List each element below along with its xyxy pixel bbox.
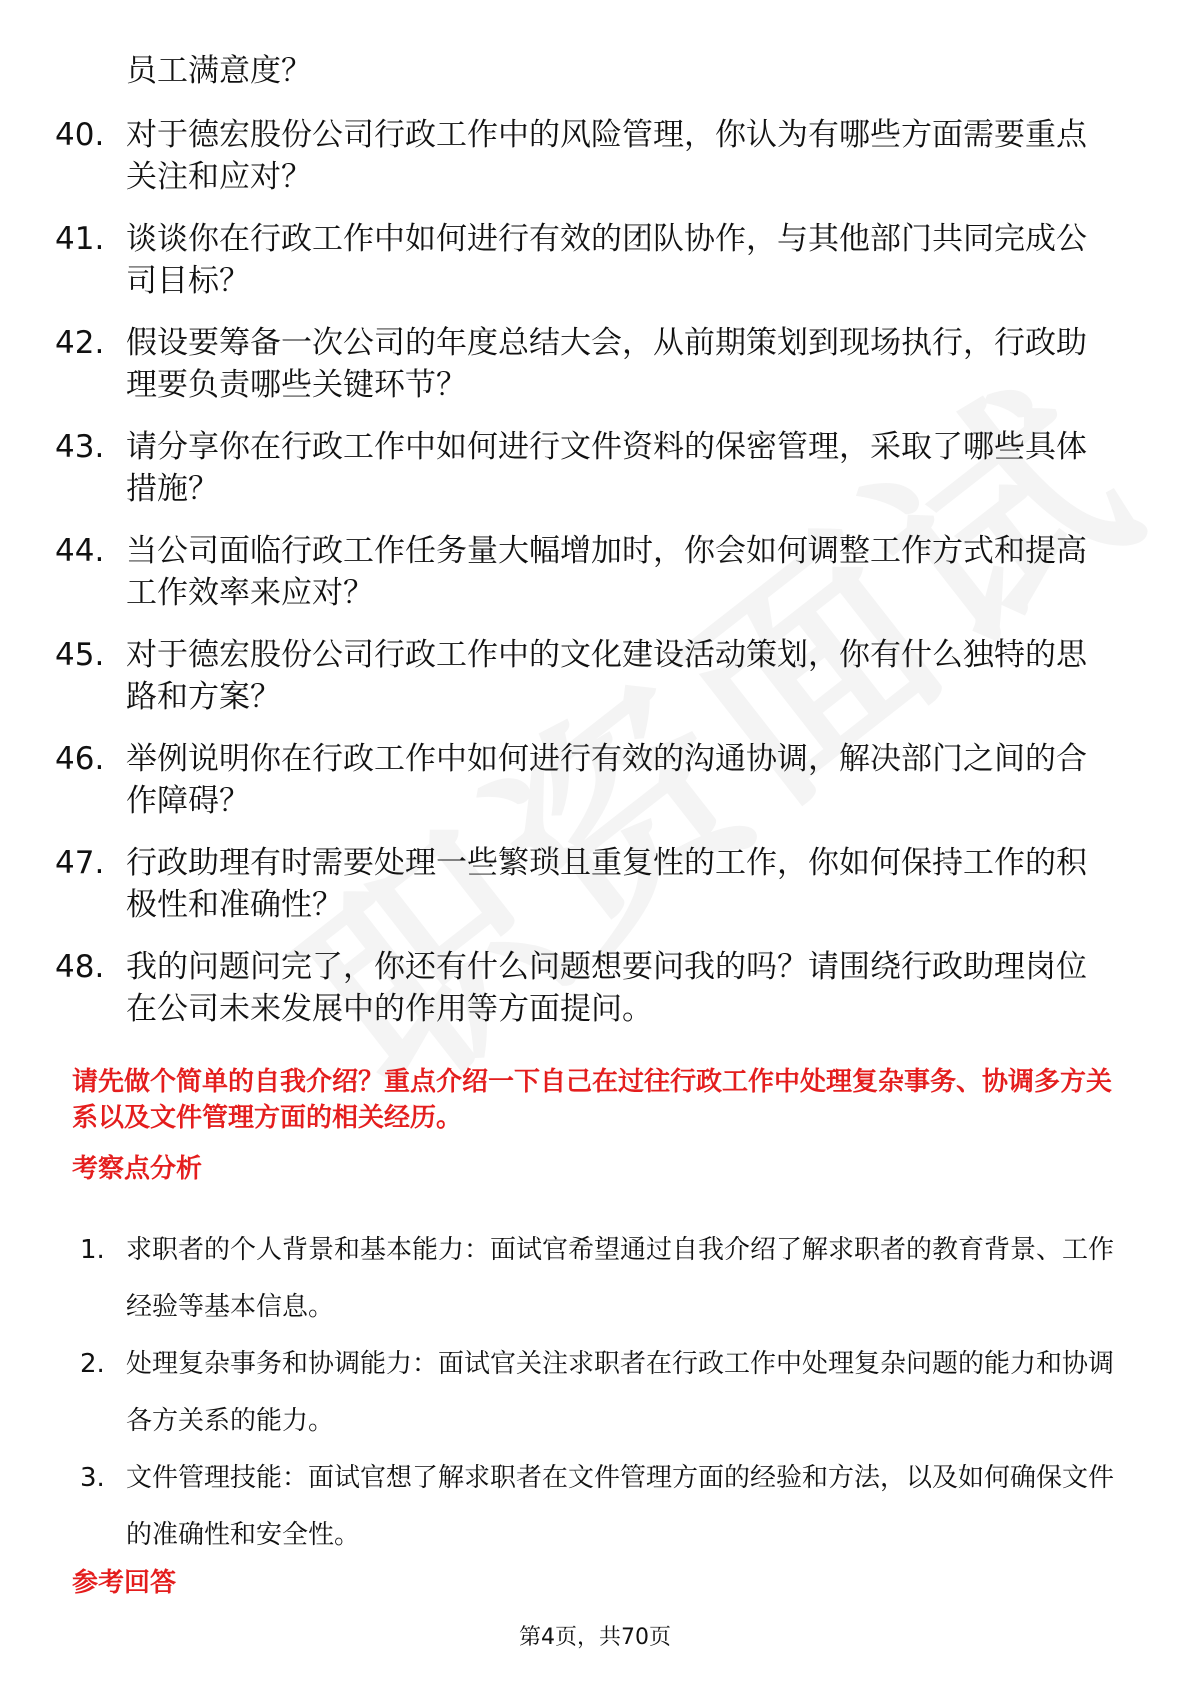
question-number: 41.: [55, 221, 105, 257]
page-footer: 第4页，共70页: [519, 1625, 671, 1650]
question-item: [55, 322, 1125, 426]
question-item: [55, 738, 1125, 842]
question-text: 对于德宏股份公司行政工作中的风险管理，你认为有哪些方面需要重点关注和应对？: [126, 117, 1087, 195]
question-item: [55, 426, 1125, 530]
question-item: [55, 946, 1125, 1050]
question-number: 45.: [55, 637, 105, 673]
question-item: [55, 634, 1125, 738]
question-number: 47.: [55, 845, 105, 881]
analysis-item: [80, 1336, 1120, 1450]
question-number: 44.: [55, 533, 105, 569]
question-text: 举例说明你在行政工作中如何进行有效的沟通协调，解决部门之间的合作障碍？: [126, 741, 1087, 819]
question-text: 当公司面临行政工作任务量大幅增加时，你会如何调整工作方式和提高工作效率来应对？: [126, 533, 1087, 611]
analysis-number: 3.: [80, 1463, 105, 1493]
analysis-text: 求职者的个人背景和基本能力：面试官希望通过自我介绍了解求职者的教育背景、工作经验等基本信息。: [126, 1235, 1115, 1322]
question-text: 请分享你在行政工作中如何进行文件资料的保密管理，采取了哪些具体措施？: [126, 429, 1087, 507]
reference-heading: 参考回答: [72, 1568, 177, 1598]
highlight-question: 请先做个简单的自我介绍？重点介绍一下自己在过往行政工作中处理复杂事务、协调多方关系以及文件管理方面的相关经历。: [72, 1067, 1113, 1133]
question-item: [55, 842, 1125, 946]
question-number: 42.: [55, 325, 105, 361]
analysis-item: [80, 1222, 1120, 1336]
question-item: [55, 530, 1125, 634]
analysis-text: 处理复杂事务和协调能力：面试官关注求职者在行政工作中处理复杂问题的能力和协调各方关系的能力。: [126, 1349, 1115, 1436]
question-item: [55, 218, 1125, 322]
question-item: [55, 114, 1125, 218]
question-text: 谈谈你在行政工作中如何进行有效的团队协作，与其他部门共同完成公司目标？: [126, 221, 1087, 299]
analysis-item: [80, 1450, 1120, 1564]
continuation-text: 员工满意度？: [126, 53, 312, 89]
analysis-number: 1.: [80, 1235, 105, 1265]
analysis-heading: 考察点分析: [72, 1154, 203, 1184]
question-list: [55, 114, 1125, 1050]
analysis-number: 2.: [80, 1349, 105, 1379]
analysis-text: 文件管理技能：面试官想了解求职者在文件管理方面的经验和方法，以及如何确保文件的准确性和安全性。: [126, 1463, 1115, 1550]
question-text: 行政助理有时需要处理一些繁琐且重复性的工作，你如何保持工作的积极性和准确性？: [126, 845, 1087, 923]
question-number: 43.: [55, 429, 105, 465]
question-number: 40.: [55, 117, 105, 153]
question-text: 对于德宏股份公司行政工作中的文化建设活动策划，你有什么独特的思路和方案？: [126, 637, 1087, 715]
question-text: 我的问题问完了，你还有什么问题想要问我的吗？请围绕行政助理岗位在公司未来发展中的作用等方面提问。: [126, 949, 1087, 1027]
question-text: 假设要筹备一次公司的年度总结大会，从前期策划到现场执行，行政助理要负责哪些关键环节？: [126, 325, 1087, 403]
analysis-list: [80, 1222, 1120, 1564]
question-number: 46.: [55, 741, 105, 777]
question-number: 48.: [55, 949, 105, 985]
